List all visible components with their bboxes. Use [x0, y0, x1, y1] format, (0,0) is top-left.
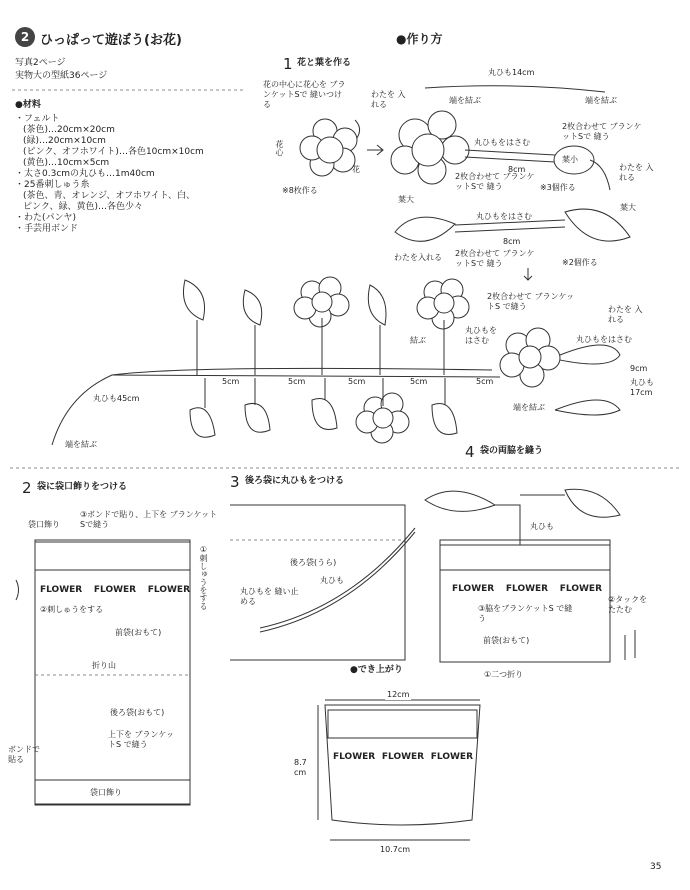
flower-word: FLOWER: [559, 584, 602, 594]
flower-word: FLOWER: [93, 585, 137, 595]
make8-note: ※8枚作る: [282, 186, 318, 195]
spacing-5cm: 5cm: [410, 377, 428, 386]
materials-item: (茶色、青、オレンジ、オフホワイト、白、: [23, 191, 195, 201]
flower-word: FLOWER: [452, 584, 495, 594]
step4-title: 袋の両脇を縫う: [480, 446, 544, 456]
materials-item: ・わた(パンヤ): [15, 213, 77, 223]
materials-item: ・手芸用ボンド: [15, 224, 79, 234]
step1-number: 1: [283, 55, 293, 73]
hasamu-note-2: 丸ひもをはさむ: [476, 212, 532, 221]
finished-heading: ●でき上がり: [350, 665, 403, 675]
wata-ireru-note: わたを 入れる: [371, 90, 406, 109]
flower-word: FLOWER: [333, 752, 376, 762]
materials-item: ・太さ0.3cmの丸ひも…1m40cm: [15, 169, 155, 179]
step2-title: 袋に袋口飾りをつける: [37, 482, 128, 492]
back-bag-label: 後ろ袋(おもて): [110, 708, 165, 717]
materials-item: (黄色)…10cm×5cm: [23, 158, 110, 168]
materials-list: [15, 114, 255, 235]
wata-note-2: わたを 入れる: [619, 163, 654, 182]
wata-note-3: わたを入れる: [394, 253, 442, 262]
ha-dai-left: 葉大: [398, 195, 414, 204]
orimaru-label: 折り山: [92, 661, 116, 670]
pattern-reference: 実物大の型紙36ページ: [15, 71, 108, 81]
nuitome-note: 丸ひもを 縫い止める: [240, 587, 299, 606]
flower-word: FLOWER: [147, 585, 190, 595]
step2-flower-text: [40, 585, 190, 596]
assembly-nimai: 2枚合わせて ブランケットS で縫う: [487, 292, 575, 311]
materials-item: (ピンク、オフホワイト)…各色10cm×10cm: [23, 147, 204, 157]
spacing-5cm: 5cm: [222, 377, 240, 386]
hasamu-note-1: 丸ひもをはさむ: [474, 138, 530, 147]
nimai-note-2: 2枚合わせて ブランケットSで 縫う: [455, 172, 535, 191]
make2-note: ※2個作る: [562, 258, 598, 267]
fukuro-kazari-top-label: 袋口飾り: [28, 520, 60, 529]
spacing-5cm: 5cm: [348, 377, 366, 386]
maruhimo-label: 丸ひも: [320, 576, 344, 585]
page-number: 35: [650, 862, 662, 872]
dimension-8cm-b: 8cm: [503, 237, 521, 246]
dimension-9cm: 9cm: [630, 364, 648, 373]
dimension-8cm-a: 8cm: [508, 165, 526, 174]
maruhimo45-label: 丸ひも45cm: [93, 394, 140, 403]
flower-word: FLOWER: [40, 585, 83, 595]
shishu-note: ②刺しゅうをする: [40, 605, 104, 614]
step4-flower-text: [452, 584, 602, 595]
photo-reference: 写真2ページ: [15, 58, 66, 68]
hashi-musubu-left: 端を結ぶ: [449, 96, 481, 105]
step4-maruhimo-label: 丸ひも: [530, 522, 554, 531]
center-note: 花の中心に花心を ブランケットSで 縫いつける: [263, 80, 346, 109]
nimai-note-3: 2枚合わせて ブランケットSで 縫う: [455, 249, 535, 268]
materials-item: (茶色)…20cm×20cm: [23, 125, 115, 135]
assembly-musubu: 結ぶ: [410, 336, 426, 345]
assembly-hashi-right: 端を結ぶ: [513, 403, 545, 412]
flower-word: FLOWER: [430, 752, 473, 762]
arrow-right: [367, 145, 383, 155]
page-title: ひっぱって遊ぼう(お花): [40, 33, 182, 48]
assembly-hasamu-a: 丸ひもを はさむ: [465, 326, 497, 345]
assembly-hasamu-b: 丸ひもをはさむ: [576, 335, 632, 344]
tuck-note: ②タックを たたむ: [608, 595, 648, 614]
nitsuori-note: ①二つ折り: [484, 670, 524, 679]
step4-bag: [425, 489, 635, 662]
assembly-hashi-left: 端を結ぶ: [65, 440, 97, 449]
flower-word: FLOWER: [505, 584, 549, 594]
step2-bag: [16, 540, 190, 805]
front-bag-label: 前袋(おもて): [115, 628, 162, 637]
step2-number: 2: [22, 479, 32, 497]
materials-item: ・フェルト: [15, 114, 60, 124]
materials-item: ピンク、緑、黄色)…各色少々: [23, 202, 143, 212]
finished-width-top: 12cm: [387, 690, 410, 699]
maruhimo14-label: 丸ひも14cm: [488, 68, 535, 77]
finished-bag: [318, 700, 480, 840]
back-ura-label: 後ろ袋(うら): [290, 558, 337, 567]
step3-number: 3: [230, 473, 240, 491]
make3-note: ※3個作る: [540, 183, 576, 192]
ha-sho-label: 葉小: [562, 155, 578, 164]
waki-note: ③脇をブランケットS で縫う: [478, 604, 573, 623]
materials-item: (緑)…20cm×10cm: [23, 136, 106, 146]
spacing-5cm: 5cm: [476, 377, 494, 386]
kashin-label: 花心: [275, 140, 284, 156]
shishu-side-note: ①刺しゅうをする: [199, 545, 208, 610]
materials-heading: ●材料: [15, 100, 41, 110]
ha-dai-right: 葉大: [620, 203, 636, 212]
hana-label: 花: [352, 165, 360, 174]
flower-word: FLOWER: [381, 752, 425, 762]
howto-heading: ●作り方: [396, 32, 443, 46]
fukuro-kazari-bottom-label: 袋口飾り: [90, 788, 122, 797]
finished-width-bottom: 10.7cm: [380, 845, 411, 854]
ueshita-note: 上下を ブランケットS で縫う: [108, 730, 174, 749]
finished-flower-text: [333, 752, 473, 763]
step4-front-label: 前袋(おもて): [483, 636, 530, 645]
recipe-number-badge: 2: [15, 27, 35, 47]
maruhimo17-label: 丸ひも 17cm: [630, 378, 654, 397]
step1-flower-sketch: [300, 119, 360, 176]
step1-title: 花と葉を作る: [297, 58, 352, 68]
assembly-wata: わたを 入れる: [608, 305, 643, 324]
hashi-musubu-right: 端を結ぶ: [585, 96, 617, 105]
bond-note: ③ボンドで貼り、上下を ブランケットSで縫う: [80, 510, 218, 529]
spacing-5cm: 5cm: [288, 377, 306, 386]
materials-item: ・25番刺しゅう糸: [15, 180, 90, 190]
step4-number: 4: [465, 443, 475, 461]
finished-height: 8.7 cm: [294, 758, 307, 777]
nimai-note-1: 2枚合わせて ブランケットSで 縫う: [562, 122, 642, 141]
bond-haru-note: ボンドで 貼る: [8, 745, 40, 764]
step3-title: 後ろ袋に丸ひもをつける: [245, 476, 345, 486]
